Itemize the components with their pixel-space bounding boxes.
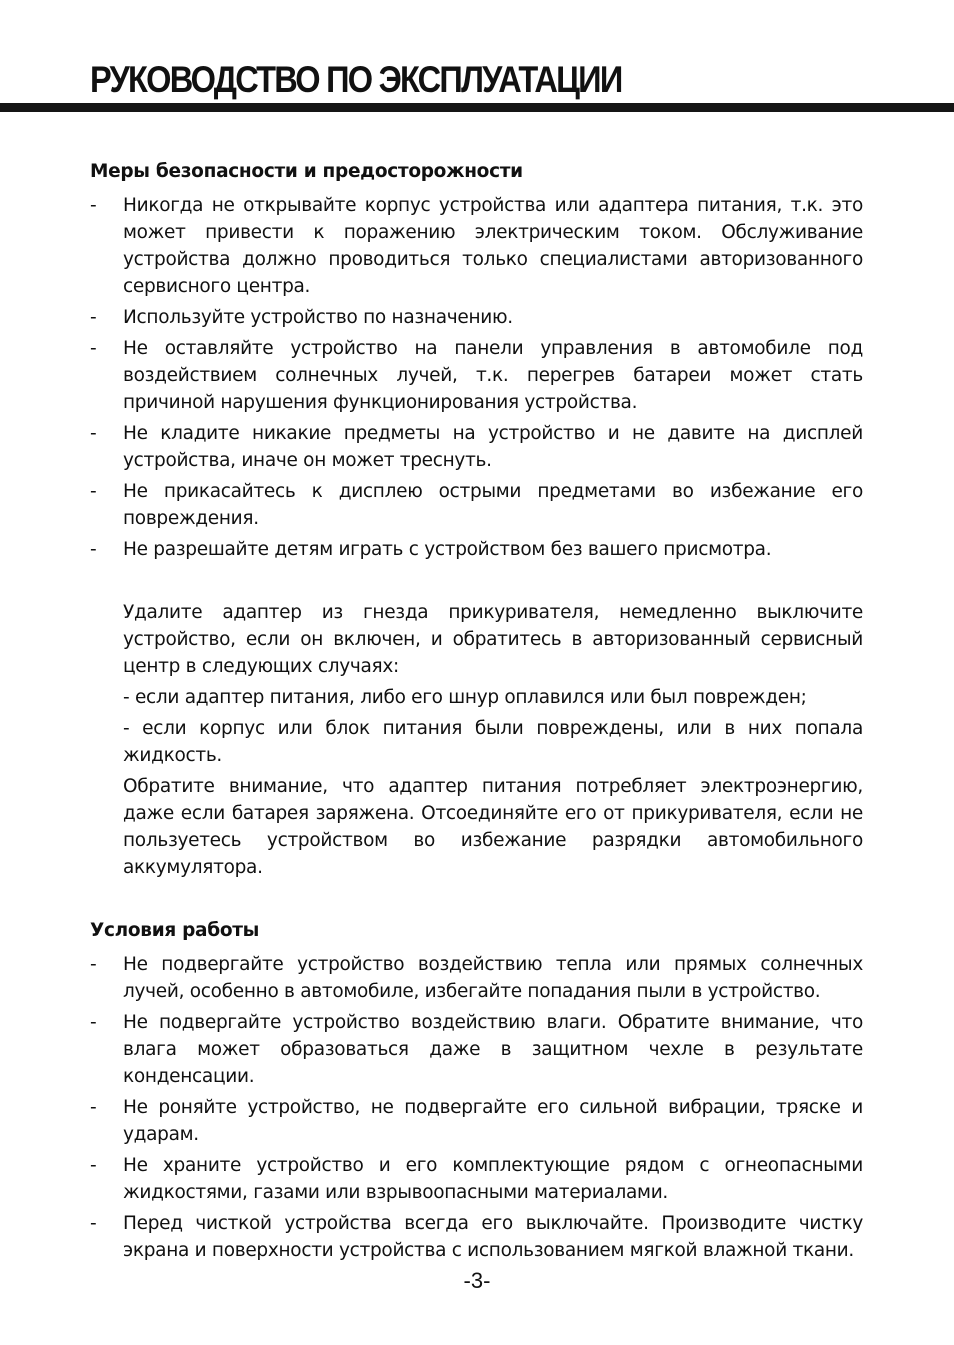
bullet-dash: - (90, 338, 97, 359)
bullet-dash: - (90, 1213, 97, 1234)
conditions-list (90, 951, 863, 1264)
list-item-text: Не разрешайте детям играть с устройством без вашего присмотра. (123, 539, 772, 560)
bullet-dash: - (90, 1155, 97, 1176)
list-item-text: Используйте устройство по назначению. (123, 307, 513, 328)
spacer (90, 885, 863, 917)
list-item (90, 1009, 863, 1090)
list-item (90, 1152, 863, 1206)
bullet-dash: - (90, 1097, 97, 1118)
bullet-dash: - (90, 481, 97, 502)
list-item (90, 478, 863, 532)
list-item-text: Перед чисткой устройства всегда его выключайте. Производите чистку экрана и поверхности устройства с использованием мягкой влажной ткани. (123, 1213, 863, 1261)
bullet-dash: - (90, 195, 97, 216)
list-item-text: Не оставляйте устройство на панели управления в автомобиле под воздействием солнечных лучей, т.к. перегрев батареи может стать причиной нарушения функционирования устройства. (123, 338, 863, 413)
list-item (90, 304, 863, 331)
header-divider (0, 103, 954, 112)
list-item-text: Не роняйте устройство, не подвергайте его сильной вибрации, тряске и ударам. (123, 1097, 863, 1145)
safety-list (90, 192, 863, 563)
bullet-dash: - (90, 1012, 97, 1033)
list-item (90, 420, 863, 474)
section-title-conditions: Условия работы (90, 920, 260, 941)
note-intro: Удалите адаптер из гнезда прикуривателя, немедленно выключите устройство, если он включен, и обратитесь в авторизованный сервисный центр в следующих случаях: (123, 602, 863, 677)
bullet-dash: - (90, 307, 97, 328)
bullet-dash: - (90, 539, 97, 560)
bullet-dash: - (90, 954, 97, 975)
list-item-text: Не подвергайте устройство воздействию влаги. Обратите внимание, что влага может образоваться даже в защитном чехле в результате конденсации. (123, 1012, 863, 1087)
note-case: - если корпус или блок питания были повреждены, или в них попала жидкость. (123, 718, 863, 766)
list-item-text: Никогда не открывайте корпус устройства или адаптера питания, т.к. это может привести к поражению электрическим током. Обслуживание устройства должно проводиться только специалистами авторизованного сервисного центра. (123, 195, 863, 297)
list-item (90, 536, 863, 563)
list-item-text: Не подвергайте устройство воздействию тепла или прямых солнечных лучей, особенно в автомобиле, избегайте попадания пыли в устройство. (123, 954, 863, 1002)
list-item-text: Не прикасайтесь к дисплею острыми предметами во избежание его повреждения. (123, 481, 863, 529)
list-item (90, 1094, 863, 1148)
section-title-safety: Меры безопасности и предосторожности (90, 161, 523, 182)
note-case: - если адаптер питания, либо его шнур оплавился или был поврежден; (123, 687, 807, 708)
list-item (90, 1210, 863, 1264)
list-item-text: Не кладите никакие предметы на устройство и не давите на дисплей устройства, иначе он может треснуть. (123, 423, 863, 471)
list-item-text: Не храните устройство и его комплектующие рядом с огнеопасными жидкостями, газами или взрывоопасными материалами. (123, 1155, 863, 1203)
page-header-title: РУКОВОДСТВО ПО ЭКСПЛУАТАЦИИ (90, 59, 622, 100)
page-number: -3- (463, 1268, 491, 1293)
spacer (90, 567, 863, 599)
page-content (90, 158, 863, 1268)
bullet-dash: - (90, 423, 97, 444)
note-outro: Обратите внимание, что адаптер питания потребляет электроэнергию, даже если батарея заряжена. Отсоединяйте его от прикуривателя, если не пользуетесь устройством во избежание разрядки автомобильного аккумулятора. (123, 776, 863, 878)
list-item (90, 192, 863, 300)
list-item (90, 951, 863, 1005)
list-item (90, 335, 863, 416)
